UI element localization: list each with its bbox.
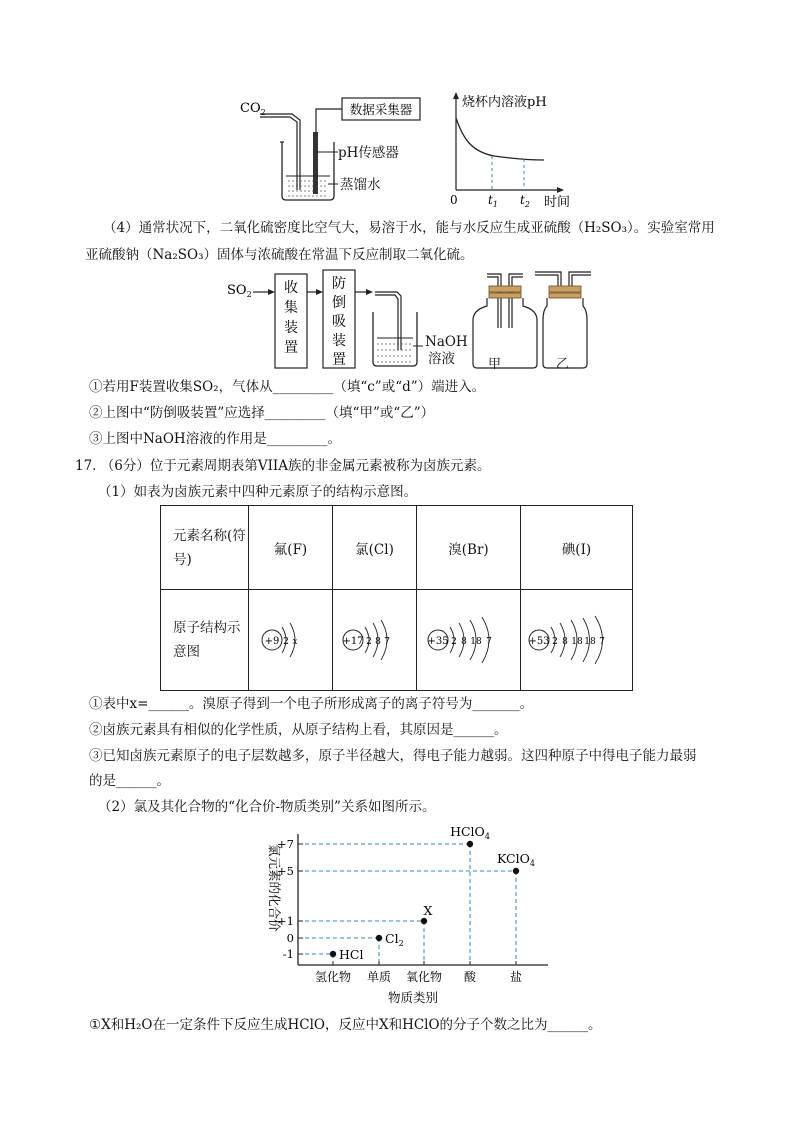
element-name-header: 元素名称(符号): [161, 506, 249, 590]
q17-part1: （1）如表为卤族元素中四种元素原子的结构示意图。: [98, 484, 418, 500]
atom-diagram-br: [422, 615, 516, 665]
data-point: [467, 841, 473, 847]
element-name-cl: 氯(Cl): [333, 506, 417, 590]
para4-line1: （4）通常状况下，二氧化硫密度比空气大，易溶于水，能与水反应生成亚硫酸（H₂SO₃）。实验室常用: [103, 220, 715, 236]
data-point-label: KClO$_4$: [497, 851, 535, 868]
svg-text:倒: 倒: [332, 295, 346, 311]
x-tick-label: 酸: [463, 970, 477, 984]
svg-text:7: 7: [598, 637, 605, 647]
element-name-f: 氟(F): [249, 506, 333, 590]
naoh-label: NaOH: [425, 334, 468, 350]
chart-x-axis-label: 物质类别: [387, 990, 439, 1005]
q17-answer2: ②卤族元素具有相似的化学性质，从原子结构上看，其原因是______。: [89, 722, 508, 738]
svg-text:+9: +9: [264, 636, 279, 647]
y-tick-label: +7: [277, 837, 294, 851]
anti-suckback-device-label: [332, 276, 346, 368]
co2-ph-apparatus: [230, 92, 430, 204]
svg-text:18: 18: [469, 637, 482, 647]
atomic-structure-header: 原子结构示意图: [161, 590, 249, 691]
svg-text:装: 装: [284, 320, 298, 336]
chart-y-axis-label: 氯元素的化合价: [267, 844, 282, 932]
svg-text:8: 8: [460, 637, 467, 647]
q17-title: 17. （6分）位于元素周期表第VIIA族的非金属元素被称为卤族元素。: [75, 458, 491, 474]
q17-answer1: ①表中x=______。溴原子得到一个电子所形成离子的离子符号为_______。: [89, 696, 534, 712]
co2-label: $CO_2$: [240, 101, 266, 117]
y-tick-label: +5: [277, 864, 294, 878]
svg-text:18: 18: [583, 637, 596, 647]
halogen-table: [160, 505, 633, 691]
ph-curve: [456, 118, 544, 160]
x-tick-label: 盐: [509, 970, 523, 984]
y-tick-label: +1: [277, 914, 294, 928]
data-point-label: $Cl_2$: [385, 931, 404, 948]
svg-text:+17: +17: [341, 636, 364, 647]
element-name-i: 碘(I): [521, 506, 633, 590]
collector-label: 数据采集器: [349, 102, 413, 117]
t1-label: $t_1$: [488, 193, 498, 209]
svg-text:吸: 吸: [332, 314, 346, 330]
valence-category-chart: [258, 820, 568, 1010]
q17-answer3-line2: 的是______。: [89, 773, 170, 789]
para4-line2: 亚硫酸钠（Na₂SO₃）固体与浓硫酸在常温下反应制取二氧化硫。: [85, 247, 474, 263]
q17-part2: （2）氯及其化合物的“化合价-物质类别”关系如图所示。: [98, 799, 436, 815]
svg-text:7: 7: [485, 637, 492, 647]
ph-axis-label: 烧杯内溶液pH: [462, 95, 547, 110]
so2-apparatus: [225, 266, 595, 374]
data-point-label: HCl: [339, 947, 364, 962]
svg-text:8: 8: [561, 637, 568, 647]
svg-text:18: 18: [570, 637, 583, 647]
svg-text:置: 置: [284, 340, 298, 356]
y-tick-label: -1: [282, 947, 294, 961]
bottle-jia-label: 甲: [488, 357, 502, 372]
data-point: [513, 868, 519, 874]
atom-diagram-cl: [337, 615, 413, 665]
ph-sensor-label: pH传感器: [338, 145, 399, 161]
svg-text:7: 7: [383, 637, 390, 647]
final-question: ①X和H₂O在一定条件下反应生成HClO，反应中X和HClO的分子个数之比为______。: [89, 1017, 602, 1033]
q17-answer3-line1: ③已知卤族元素原子的电子层数越多，原子半径越大，得电子能力越弱。这四种原子中得电子能力最弱: [89, 748, 697, 764]
time-axis-label: 时间: [544, 195, 571, 210]
naoh-solution-label: 溶液: [428, 351, 455, 367]
svg-text:x: x: [291, 637, 298, 647]
atom-diagram-f: [256, 615, 326, 665]
svg-text:2: 2: [551, 637, 558, 647]
svg-text:防: 防: [332, 276, 346, 292]
svg-text:2: 2: [365, 637, 372, 647]
so2-label: $SO_2$: [227, 283, 252, 299]
bottle-yi-label: 乙: [556, 357, 570, 372]
svg-text:8: 8: [374, 637, 381, 647]
origin-label: 0: [450, 193, 458, 207]
atom-diagram-i: [525, 615, 629, 665]
element-name-br: 溴(Br): [417, 506, 521, 590]
x-tick-label: 氢化物: [314, 970, 352, 984]
x-tick-label: 单质: [366, 970, 392, 984]
svg-text:置: 置: [332, 352, 346, 368]
svg-text:装: 装: [332, 333, 346, 349]
svg-text:集: 集: [284, 300, 298, 316]
svg-text:2: 2: [282, 637, 289, 647]
t2-label: $t_2$: [520, 193, 530, 209]
data-point: [330, 951, 336, 957]
q4-item1: ①若用F装置收集SO₂，气体从_________（填“c”或“d”）端进入。: [89, 379, 486, 395]
svg-text:2: 2: [450, 637, 457, 647]
x-tick-label: 氧化物: [405, 970, 443, 984]
distilled-water-label: 蒸馏水: [340, 177, 381, 193]
data-point: [376, 935, 382, 941]
bottle-yi: [535, 272, 591, 368]
data-point-label: X: [423, 903, 433, 918]
svg-text:收: 收: [284, 280, 298, 296]
svg-text:+53: +53: [527, 636, 550, 647]
q4-item2: ②上图中“防倒吸装置”应选择_________（填“甲”或“乙”）: [89, 405, 435, 421]
ph-curve-graph: [440, 90, 590, 210]
data-point-label: HClO$_4$: [450, 824, 490, 841]
bottle-jia: [473, 274, 537, 368]
data-point: [421, 918, 427, 924]
svg-text:+35: +35: [426, 636, 449, 647]
q4-item3: ③上图中NaOH溶液的作用是_________。: [89, 431, 341, 447]
y-tick-label: 0: [286, 931, 294, 945]
